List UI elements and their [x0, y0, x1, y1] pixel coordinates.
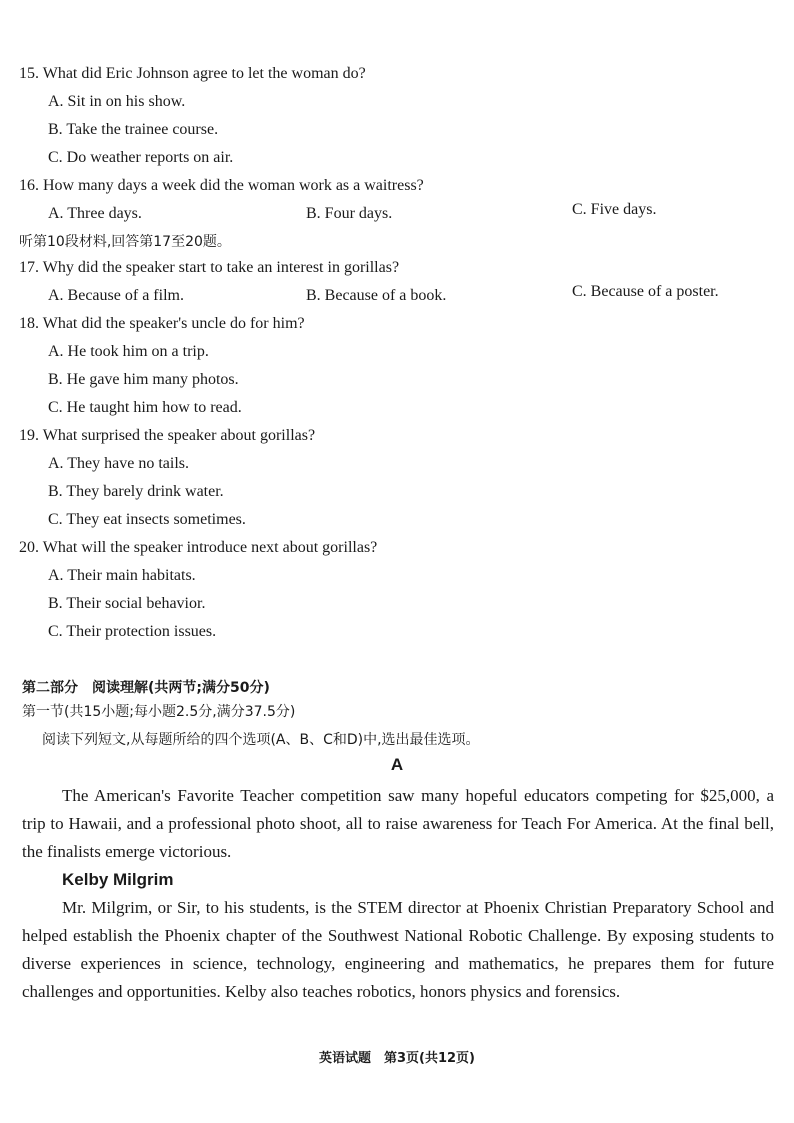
question-16-option-b: B. Four days.: [306, 205, 393, 222]
question-20-stem: 20. What will the speaker introduce next about gorillas?: [19, 539, 378, 556]
listening-instruction: 听第10段材料,回答第17至20题。: [19, 234, 231, 250]
question-15-option-c: C. Do weather reports on air.: [48, 149, 234, 166]
question-18-option-a: A. He took him on a trip.: [48, 343, 209, 360]
question-15-stem: 15. What did Eric Johnson agree to let the woman do?: [19, 65, 366, 82]
question-15-option-a: A. Sit in on his show.: [48, 93, 186, 110]
teacher-name-heading: Kelby Milgrim: [62, 870, 174, 889]
section-one-title: 第一节(共15小题;每小题2.5分,满分37.5分): [22, 704, 296, 720]
question-16-option-a: A. Three days.: [48, 205, 142, 222]
passage-label: A: [390, 755, 404, 774]
passage-intro: [22, 782, 774, 866]
passage-paragraph-1: [22, 894, 774, 1006]
question-18-stem: 18. What did the speaker's uncle do for him?: [19, 315, 305, 332]
question-17-option-c: C. Because of a poster.: [572, 283, 719, 300]
question-18-option-c: C. He taught him how to read.: [48, 399, 242, 416]
question-17-stem: 17. Why did the speaker start to take an interest in gorillas?: [19, 259, 400, 276]
passage-paragraph-1-text: Mr. Milgrim, or Sir, to his students, is the STEM director at Phoenix Christian Preparatory School and helped establish the Phoenix chapter of the Southwest National Robotic Challenge. By exposing students to diverse experiences in science, technology, engineering and mathematics, he prepares them for future challenges and opportunities. Kelby also teaches robotics, honors physics and forensics.: [22, 898, 774, 1001]
question-20-option-a: A. Their main habitats.: [48, 567, 196, 584]
passage-intro-text: The American's Favorite Teacher competition saw many hopeful educators competing for $25,000, a trip to Hawaii, and a professional photo shoot, all to raise awareness for Teach For America. At the final bell, the finalists emerge victorious.: [22, 786, 774, 861]
question-19-stem: 19. What surprised the speaker about gorillas?: [19, 427, 316, 444]
part-two-title: 第二部分 阅读理解(共两节;满分50分): [22, 680, 270, 696]
question-19-option-c: C. They eat insects sometimes.: [48, 511, 246, 528]
question-15-option-b: B. Take the trainee course.: [48, 121, 219, 138]
question-17-option-b: B. Because of a book.: [306, 287, 447, 304]
page-footer: 英语试题 第3页(共12页): [318, 1051, 476, 1066]
question-19-option-a: A. They have no tails.: [48, 455, 190, 472]
question-16-option-c: C. Five days.: [572, 201, 657, 218]
question-18-option-b: B. He gave him many photos.: [48, 371, 239, 388]
reading-directions: 阅读下列短文,从每题所给的四个选项(A、B、C和D)中,选出最佳选项。: [42, 732, 480, 748]
question-20-option-b: B. Their social behavior.: [48, 595, 206, 612]
question-17-option-a: A. Because of a film.: [48, 287, 184, 304]
question-20-option-c: C. Their protection issues.: [48, 623, 217, 640]
question-19-option-b: B. They barely drink water.: [48, 483, 224, 500]
question-16-stem: 16. How many days a week did the woman work as a waitress?: [19, 177, 424, 194]
